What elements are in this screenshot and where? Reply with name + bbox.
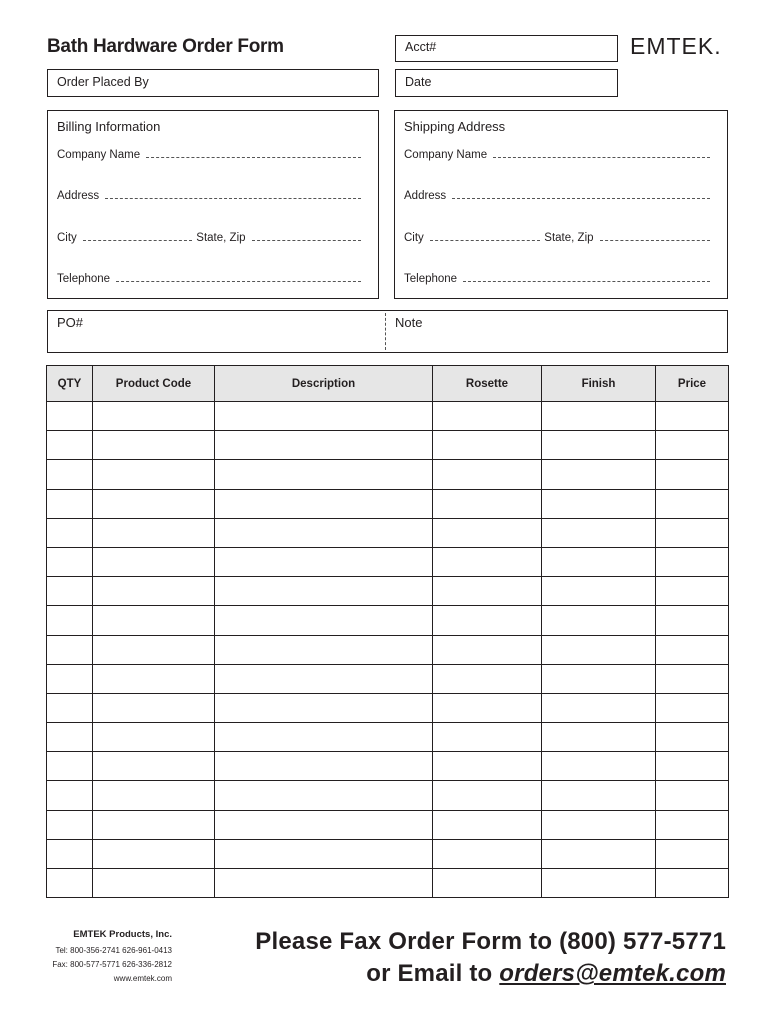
rosette-cell[interactable] [433, 635, 542, 664]
table-row [47, 810, 729, 839]
product-code-cell[interactable] [93, 781, 215, 810]
finish-cell[interactable] [542, 752, 656, 781]
description-cell[interactable] [215, 577, 433, 606]
shipping-section [394, 110, 728, 299]
rosette-cell[interactable] [433, 693, 542, 722]
order-placed-by-label: Order Placed By [57, 75, 149, 89]
acct-label: Acct# [405, 40, 437, 54]
price-cell[interactable] [656, 547, 729, 576]
qty-cell[interactable] [47, 635, 93, 664]
qty-cell[interactable] [47, 518, 93, 547]
finish-cell[interactable] [542, 577, 656, 606]
table-row [47, 635, 729, 664]
qty-cell[interactable] [47, 693, 93, 722]
product-code-cell[interactable] [93, 635, 215, 664]
shipping-company-row[interactable] [404, 149, 714, 161]
description-cell[interactable] [215, 518, 433, 547]
price-cell[interactable] [656, 431, 729, 460]
product-code-cell[interactable] [93, 402, 215, 431]
col-finish-header: Finish [542, 366, 656, 402]
rosette-cell[interactable] [433, 431, 542, 460]
price-cell[interactable] [656, 752, 729, 781]
finish-cell[interactable] [542, 781, 656, 810]
qty-cell[interactable] [47, 810, 93, 839]
description-cell[interactable] [215, 723, 433, 752]
finish-cell[interactable] [542, 869, 656, 898]
table-row [47, 693, 729, 722]
rosette-cell[interactable] [433, 402, 542, 431]
fax-instruction: Please Fax Order Form to (800) 577-5771 [255, 928, 726, 955]
rosette-cell[interactable] [433, 810, 542, 839]
rosette-cell[interactable] [433, 781, 542, 810]
finish-cell[interactable] [542, 839, 656, 868]
finish-cell[interactable] [542, 460, 656, 489]
qty-cell[interactable] [47, 869, 93, 898]
description-cell[interactable] [215, 431, 433, 460]
rosette-cell[interactable] [433, 577, 542, 606]
qty-cell[interactable] [47, 460, 93, 489]
product-code-cell[interactable] [93, 869, 215, 898]
table-row [47, 577, 729, 606]
finish-cell[interactable] [542, 664, 656, 693]
date-label: Date [405, 75, 432, 89]
date-field[interactable] [395, 69, 618, 97]
product-code-cell[interactable] [93, 518, 215, 547]
acct-field[interactable] [395, 35, 618, 62]
qty-cell[interactable] [47, 489, 93, 518]
shipping-company-line[interactable] [493, 157, 710, 158]
qty-cell[interactable] [47, 664, 93, 693]
company-fax: Fax: 800-577-5771 626-336-2812 [52, 960, 172, 969]
billing-telephone-row[interactable] [57, 273, 365, 285]
shipping-city-row[interactable] [404, 232, 714, 244]
qty-cell[interactable] [47, 781, 93, 810]
finish-cell[interactable] [542, 606, 656, 635]
table-row [47, 606, 729, 635]
table-row [47, 460, 729, 489]
shipping-state-zip-line[interactable] [600, 240, 710, 241]
rosette-cell[interactable] [433, 869, 542, 898]
description-cell[interactable] [215, 869, 433, 898]
price-cell[interactable] [656, 635, 729, 664]
billing-address-label: Address [57, 190, 100, 202]
shipping-telephone-line[interactable] [463, 281, 710, 282]
col-product-code-header: Product Code [93, 366, 215, 402]
finish-cell[interactable] [542, 518, 656, 547]
description-cell[interactable] [215, 547, 433, 576]
finish-cell[interactable] [542, 810, 656, 839]
table-row [47, 402, 729, 431]
description-cell[interactable] [215, 752, 433, 781]
table-row [47, 431, 729, 460]
billing-city-line[interactable] [83, 240, 192, 241]
col-qty-header: QTY [47, 366, 93, 402]
company-info [48, 928, 172, 986]
note-label: Note [395, 315, 423, 330]
billing-title: Billing Information [57, 119, 161, 134]
product-code-cell[interactable] [93, 431, 215, 460]
shipping-address-line[interactable] [452, 198, 710, 199]
billing-address-line[interactable] [105, 198, 361, 199]
description-cell[interactable] [215, 839, 433, 868]
billing-city-row[interactable] [57, 232, 365, 244]
shipping-address-label: Address [404, 190, 447, 202]
shipping-telephone-row[interactable] [404, 273, 714, 285]
order-table [46, 365, 729, 898]
qty-cell[interactable] [47, 606, 93, 635]
billing-city-label: City [57, 232, 77, 244]
product-code-cell[interactable] [93, 577, 215, 606]
col-description-header: Description [215, 366, 433, 402]
form-title: Bath Hardware Order Form [47, 36, 284, 57]
description-cell[interactable] [215, 460, 433, 489]
description-cell[interactable] [215, 664, 433, 693]
description-cell[interactable] [215, 693, 433, 722]
email-link[interactable]: orders@emtek.com [499, 960, 726, 987]
billing-telephone-line[interactable] [116, 281, 361, 282]
shipping-address-row[interactable] [404, 190, 714, 202]
product-code-cell[interactable] [93, 839, 215, 868]
billing-telephone-label: Telephone [57, 273, 111, 285]
company-name: EMTEK Products, Inc. [73, 929, 172, 940]
price-cell[interactable] [656, 810, 729, 839]
table-header-row [47, 366, 729, 402]
product-code-cell[interactable] [93, 723, 215, 752]
price-cell[interactable] [656, 460, 729, 489]
finish-cell[interactable] [542, 489, 656, 518]
rosette-cell[interactable] [433, 723, 542, 752]
billing-company-line[interactable] [146, 157, 361, 158]
company-tel: Tel: 800-356-2741 626-961-0413 [55, 946, 172, 955]
finish-cell[interactable] [542, 547, 656, 576]
qty-cell[interactable] [47, 839, 93, 868]
col-rosette-header: Rosette [433, 366, 542, 402]
product-code-cell[interactable] [93, 489, 215, 518]
fax-message [255, 926, 726, 990]
description-cell[interactable] [215, 810, 433, 839]
price-cell[interactable] [656, 577, 729, 606]
qty-cell[interactable] [47, 547, 93, 576]
rosette-cell[interactable] [433, 460, 542, 489]
price-cell[interactable] [656, 781, 729, 810]
shipping-title: Shipping Address [404, 119, 506, 134]
price-cell[interactable] [656, 839, 729, 868]
description-cell[interactable] [215, 402, 433, 431]
price-cell[interactable] [656, 606, 729, 635]
table-row [47, 664, 729, 693]
qty-cell[interactable] [47, 577, 93, 606]
qty-cell[interactable] [47, 752, 93, 781]
product-code-cell[interactable] [93, 606, 215, 635]
billing-state-zip-line[interactable] [252, 240, 361, 241]
rosette-cell[interactable] [433, 752, 542, 781]
table-row [47, 839, 729, 868]
qty-cell[interactable] [47, 431, 93, 460]
rosette-cell[interactable] [433, 489, 542, 518]
finish-cell[interactable] [542, 723, 656, 752]
price-cell[interactable] [656, 869, 729, 898]
price-cell[interactable] [656, 489, 729, 518]
table-row [47, 723, 729, 752]
rosette-cell[interactable] [433, 839, 542, 868]
rosette-cell[interactable] [433, 547, 542, 576]
po-note-box [47, 310, 728, 353]
email-prefix: or Email to [366, 960, 500, 987]
table-row [47, 518, 729, 547]
table-row [47, 489, 729, 518]
price-cell[interactable] [656, 402, 729, 431]
billing-address-row[interactable] [57, 190, 365, 202]
description-cell[interactable] [215, 781, 433, 810]
product-code-cell[interactable] [93, 664, 215, 693]
finish-cell[interactable] [542, 431, 656, 460]
table-row [47, 752, 729, 781]
table-row [47, 869, 729, 898]
emtek-logo: EMTEK. [630, 33, 722, 59]
billing-company-row[interactable] [57, 149, 365, 161]
rosette-cell[interactable] [433, 664, 542, 693]
finish-cell[interactable] [542, 693, 656, 722]
rosette-cell[interactable] [433, 606, 542, 635]
product-code-cell[interactable] [93, 810, 215, 839]
email-instruction [255, 958, 726, 990]
finish-cell[interactable] [542, 635, 656, 664]
product-code-cell[interactable] [93, 693, 215, 722]
price-cell[interactable] [656, 723, 729, 752]
col-price-header: Price [656, 366, 729, 402]
billing-state-zip-label: State, Zip [196, 232, 246, 244]
price-cell[interactable] [656, 518, 729, 547]
shipping-company-label: Company Name [404, 149, 488, 161]
description-cell[interactable] [215, 489, 433, 518]
price-cell[interactable] [656, 664, 729, 693]
billing-section [47, 110, 379, 299]
finish-cell[interactable] [542, 402, 656, 431]
table-row [47, 781, 729, 810]
product-code-cell[interactable] [93, 547, 215, 576]
shipping-telephone-label: Telephone [404, 273, 458, 285]
product-code-cell[interactable] [93, 460, 215, 489]
order-table-body [47, 402, 729, 898]
qty-cell[interactable] [47, 402, 93, 431]
order-placed-by-field[interactable] [47, 69, 379, 97]
billing-company-label: Company Name [57, 149, 141, 161]
product-code-cell[interactable] [93, 752, 215, 781]
price-cell[interactable] [656, 693, 729, 722]
description-cell[interactable] [215, 635, 433, 664]
company-website: www.emtek.com [113, 974, 172, 983]
qty-cell[interactable] [47, 723, 93, 752]
po-note-divider [385, 313, 386, 350]
table-row [47, 547, 729, 576]
description-cell[interactable] [215, 606, 433, 635]
shipping-city-line[interactable] [430, 240, 540, 241]
shipping-state-zip-label: State, Zip [544, 232, 594, 244]
po-label: PO# [57, 315, 84, 330]
shipping-city-label: City [404, 232, 424, 244]
rosette-cell[interactable] [433, 518, 542, 547]
